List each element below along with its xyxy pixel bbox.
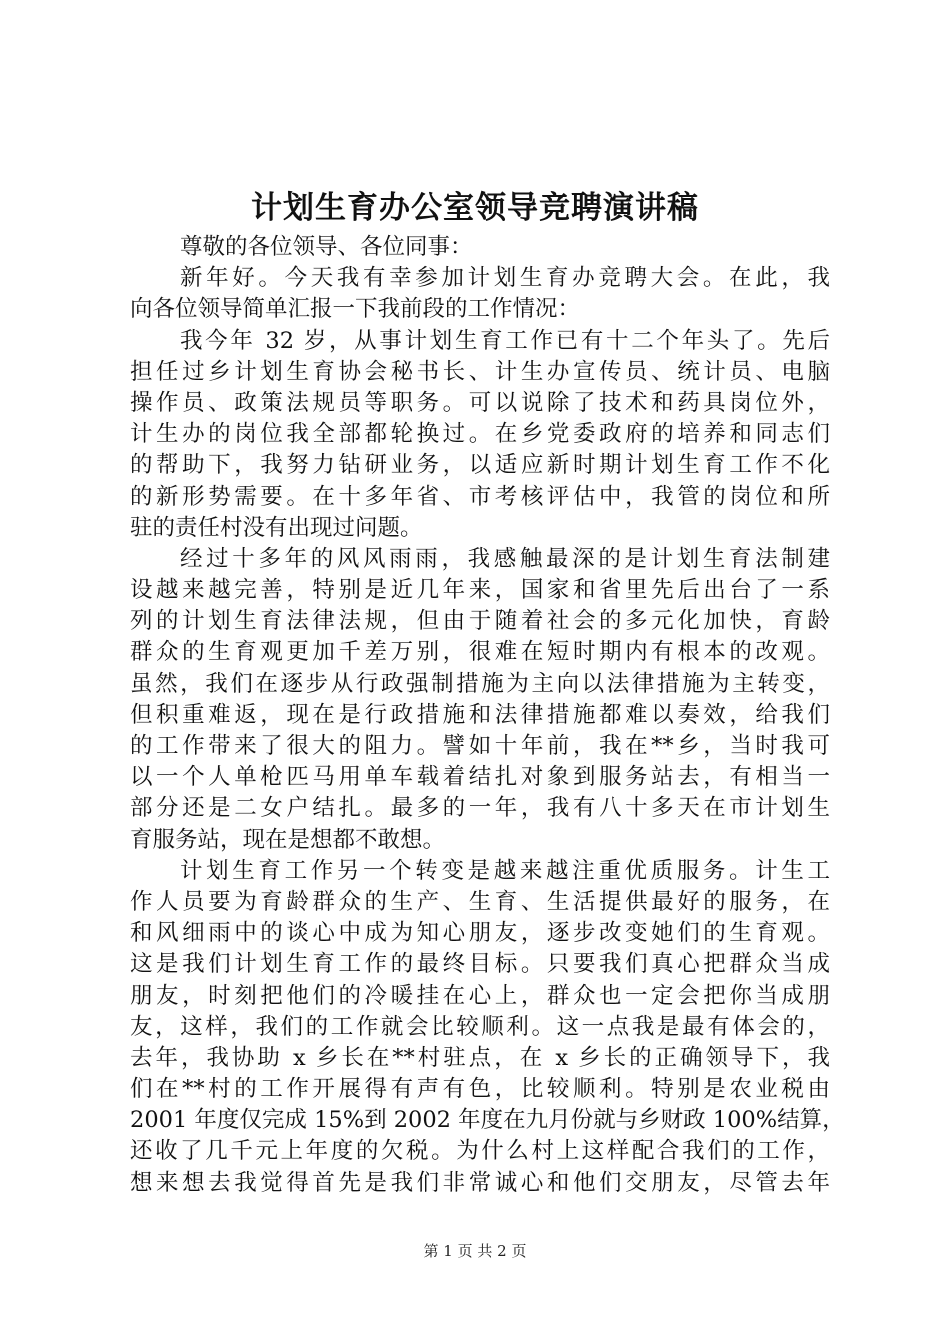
body-line: 计生办的岗位我全部都轮换过。在乡党委政府的培养和同志们 bbox=[130, 421, 830, 448]
body-line: 想来想去我觉得首先是我们非常诚心和他们交朋友，尽管去年 bbox=[130, 1169, 830, 1196]
body-line: 计划生育工作另一个转变是越来越注重优质服务。计生工 bbox=[180, 857, 830, 884]
body-line: 列的计划生育法律法规，但由于随着社会的多元化加快，育龄 bbox=[130, 608, 830, 635]
body-line: 友，这样，我们的工作就会比较顺利。这一点我是最有体会的， bbox=[130, 1013, 830, 1040]
body-line: 还收了几千元上年度的欠税。为什么村上这样配合我们的工作， bbox=[130, 1138, 830, 1165]
body-line: 担任过乡计划生育协会秘书长、计生办宣传员、统计员、电脑 bbox=[130, 358, 830, 385]
body-line: 尊敬的各位领导、各位同事： bbox=[180, 234, 473, 260]
body-line: 向各位领导简单汇报一下我前段的工作情况： bbox=[130, 296, 581, 323]
body-line: 去年，我协助 x 乡长在**村驻点，在 x 乡长的正确领导下，我 bbox=[130, 1044, 830, 1071]
body-line: 群众的生育观更加千差万别，很难在短时期内有根本的改观。 bbox=[130, 639, 830, 666]
page-footer: 第 1 页 共 2 页 bbox=[423, 1242, 527, 1260]
body-line: 虽然，我们在逐步从行政强制措施为主向以法律措施为主转变， bbox=[130, 670, 830, 697]
document-title: 计划生育办公室领导竞聘演讲稿 bbox=[251, 190, 699, 226]
body-line: 驻的责任村没有出现过问题。 bbox=[130, 514, 423, 541]
body-line: 操作员、政策法规员等职务。可以说除了技术和药具岗位外， bbox=[130, 389, 830, 416]
body-line: 我今年 32 岁，从事计划生育工作已有十二个年头了。先后 bbox=[180, 327, 830, 354]
body-line: 的新形势需要。在十多年省、市考核评估中，我管的岗位和所 bbox=[130, 483, 830, 510]
body-line: 这是我们计划生育工作的最终目标。只要我们真心把群众当成 bbox=[130, 951, 830, 978]
body-line: 但积重难返，现在是行政措施和法律措施都难以奏效，给我们 bbox=[130, 701, 830, 728]
body-line: 作人员要为育龄群众的生产、生育、生活提供最好的服务，在 bbox=[130, 888, 830, 915]
body-line: 和风细雨中的谈心中成为知心朋友，逐步改变她们的生育观。 bbox=[130, 920, 830, 947]
body-line: 们在**村的工作开展得有声有色，比较顺利。特别是农业税由 bbox=[130, 1076, 830, 1103]
body-line: 的工作带来了很大的阻力。譬如十年前，我在**乡，当时我可 bbox=[130, 733, 830, 759]
body-line: 育服务站，现在是想都不敢想。 bbox=[130, 826, 446, 853]
body-line: 的帮助下，我努力钻研业务，以适应新时期计划生育工作不化 bbox=[130, 452, 830, 479]
body-line: 新年好。今天我有幸参加计划生育办竞聘大会。在此，我 bbox=[180, 265, 830, 292]
body-line: 部分还是二女户结扎。最多的一年，我有八十多天在市计划生 bbox=[130, 795, 830, 822]
body-line: 经过十多年的风风雨雨，我感触最深的是计划生育法制建 bbox=[180, 545, 830, 572]
body-line: 以一个人单枪匹马用单车载着结扎对象到服务站去，有相当一 bbox=[130, 764, 830, 791]
document-body bbox=[130, 232, 845, 1199]
body-line: 朋友，时刻把他们的冷暖挂在心上，群众也一定会把你当成朋 bbox=[130, 982, 830, 1009]
body-line: 设越来越完善，特别是近几年来，国家和省里先后出台了一系 bbox=[130, 577, 830, 604]
body-line: 2001 年度仅完成 15%到 2002 年度在九月份就与乡财政 100%结算， bbox=[130, 1107, 845, 1134]
